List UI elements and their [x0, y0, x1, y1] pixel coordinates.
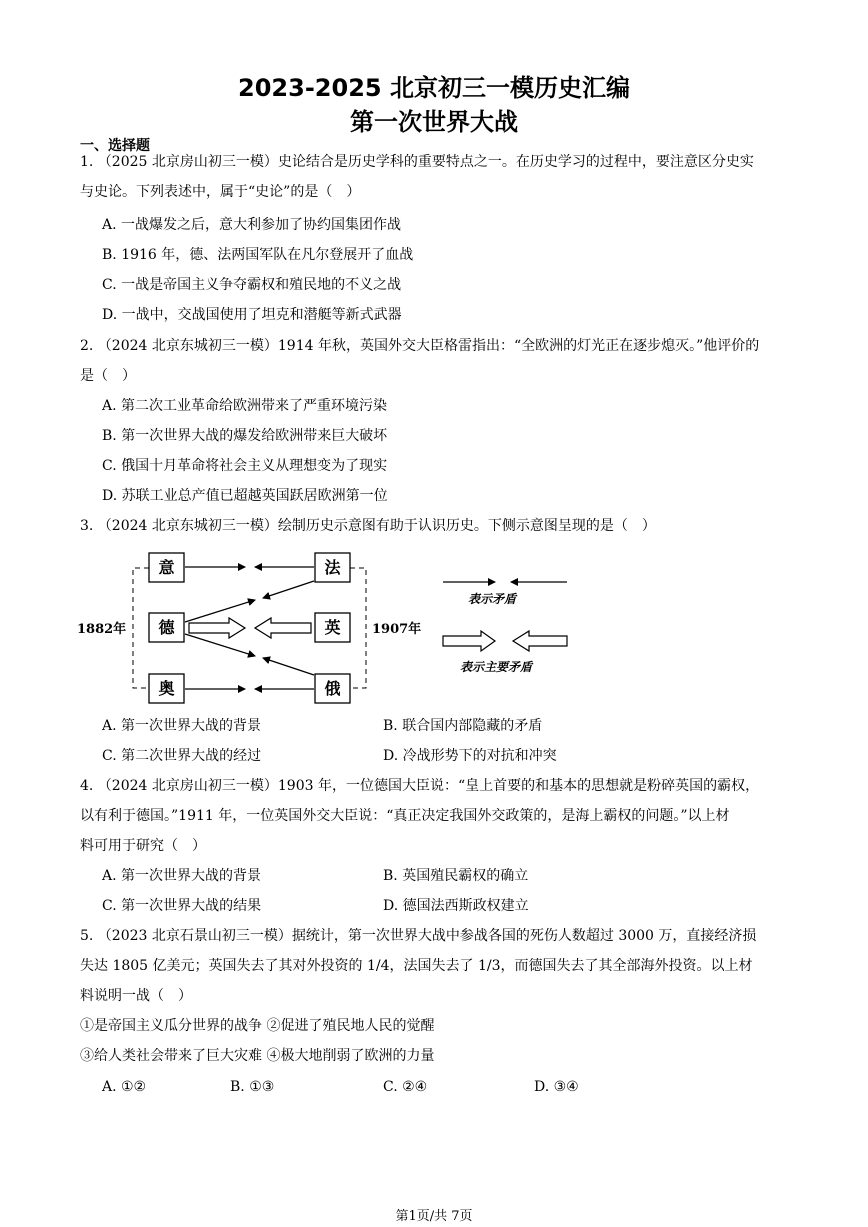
question-4-line-2: 以有利于德国。”1911 年，一位英国外交大臣说：“真正决定我国外交政策的，是海上霸权的问题。”以上材 — [80, 808, 730, 824]
question-1-option-a: A. 一战爆发之后，意大利参加了协约国集团作战 — [102, 217, 402, 233]
document-title: 2023-2025 北京初三一模历史汇编 — [238, 74, 630, 102]
question-2-line-2: 是（ ） — [80, 368, 136, 384]
hollow-arrow-germany-right — [189, 618, 245, 638]
country-label-france: 法 — [324, 558, 341, 577]
question-3-option-b: B. 联合国内部隐藏的矛盾 — [383, 718, 543, 734]
country-label-italy: 意 — [158, 558, 175, 577]
left-dashed-bracket — [133, 568, 149, 688]
page-number: 第1页/共 7页 — [395, 1209, 473, 1224]
question-5-option-b: B. ①③ — [230, 1079, 275, 1095]
question-1-option-d: D. 一战中，交战国使用了坦克和潜艇等新式武器 — [102, 307, 402, 323]
question-2-line-1: 2. （2024 北京东城初三一模）1914 年秋，英国外交大臣格雷指出：“全欧洲的灯光正在逐步熄灭。”他评价的 — [80, 338, 760, 354]
question-4-option-d: D. 德国法西斯政权建立 — [383, 898, 529, 914]
legend-hollow-arrow-right — [443, 631, 495, 651]
question-3-option-a: A. 第一次世界大战的背景 — [102, 718, 262, 734]
question-1-line-2: 与史论。下列表述中，属于“史论”的是（ ） — [80, 184, 361, 200]
question-5-statements-2: ③给人类社会带来了巨大灾难 ④极大地削弱了欧洲的力量 — [80, 1048, 435, 1064]
question-5-option-d: D. ③④ — [534, 1079, 579, 1095]
arrow-germany-lower — [185, 634, 255, 656]
question-5-line-2: 失达 1805 亿美元；英国失去了其对外投资的 1/4，法国失去了 1/3，而德国失去了其全部海外投资。以上材 — [80, 958, 753, 974]
question-5-option-a: A. ①② — [102, 1079, 147, 1095]
legend-conflict-label: 表示矛盾 — [468, 592, 517, 606]
country-box-britain — [315, 613, 350, 642]
question-4-option-a: A. 第一次世界大战的背景 — [102, 868, 262, 884]
question-2-option-c: C. 俄国十月革命将社会主义从理想变为了现实 — [102, 458, 388, 474]
year-label-right: 1907年 — [372, 622, 422, 637]
country-box-france — [315, 553, 350, 582]
country-label-russia: 俄 — [324, 679, 341, 698]
question-3-option-d: D. 冷战形势下的对抗和冲突 — [383, 748, 557, 764]
section-heading: 一、选择题 — [80, 138, 150, 154]
question-5-line-3: 料说明一战（ ） — [80, 988, 192, 1004]
arrow-russia-up — [263, 658, 314, 675]
arrow-germany-upper — [185, 600, 255, 622]
question-4-option-c: C. 第一次世界大战的结果 — [102, 898, 262, 914]
question-2-option-b: B. 第一次世界大战的爆发给欧洲带来巨大破坏 — [102, 428, 388, 444]
year-label-left: 1882年 — [77, 622, 127, 637]
question-1-option-b: B. 1916 年，德、法两国军队在凡尔登展开了血战 — [102, 247, 414, 263]
country-box-austria — [149, 674, 184, 703]
country-box-italy — [149, 553, 184, 582]
question-5-line-1: 5. （2023 北京石景山初三一模）据统计，第一次世界大战中参战各国的死伤人数超过 3000 万，直接经济损 — [80, 928, 757, 944]
document-subtitle: 第一次世界大战 — [350, 108, 518, 136]
question-4-option-b: B. 英国殖民霸权的确立 — [383, 868, 529, 884]
legend-main-conflict-label: 表示主要矛盾 — [460, 660, 533, 674]
question-5-statements-1: ①是帝国主义瓜分世界的战争 ②促进了殖民地人民的觉醒 — [80, 1018, 435, 1034]
country-label-austria: 奥 — [158, 679, 175, 698]
right-dashed-bracket — [350, 568, 366, 688]
question-2-option-d: D. 苏联工业总产值已超越英国跃居欧洲第一位 — [102, 488, 388, 504]
country-box-russia — [315, 674, 350, 703]
question-4-line-1: 4. （2024 北京房山初三一模）1903 年，一位德国大臣说：“皇上首要的和基本的思想就是粉碎英国的霸权， — [80, 778, 760, 794]
question-5-option-c: C. ②④ — [383, 1079, 428, 1095]
alliance-diagram — [75, 548, 575, 708]
question-1-line-1: 1. （2025 北京房山初三一模）史论结合是历史学科的重要特点之一。在历史学习的过程中，要注意区分史实 — [80, 154, 754, 170]
country-label-britain: 英 — [324, 618, 341, 637]
country-label-germany: 德 — [158, 618, 175, 637]
question-3-option-c: C. 第二次世界大战的经过 — [102, 748, 262, 764]
question-2-option-a: A. 第二次工业革命给欧洲带来了严重环境污染 — [102, 398, 388, 414]
legend-hollow-arrow-left — [513, 631, 567, 651]
question-1-option-c: C. 一战是帝国主义争夺霸权和殖民地的不义之战 — [102, 277, 402, 293]
question-3-line-1: 3. （2024 北京东城初三一模）绘制历史示意图有助于认识历史。下侧示意图呈现的是（ ） — [80, 518, 656, 534]
arrow-france-down — [263, 581, 314, 598]
question-4-line-3: 料可用于研究（ ） — [80, 838, 206, 854]
hollow-arrow-britain-left — [255, 618, 311, 638]
country-box-germany — [149, 613, 184, 642]
